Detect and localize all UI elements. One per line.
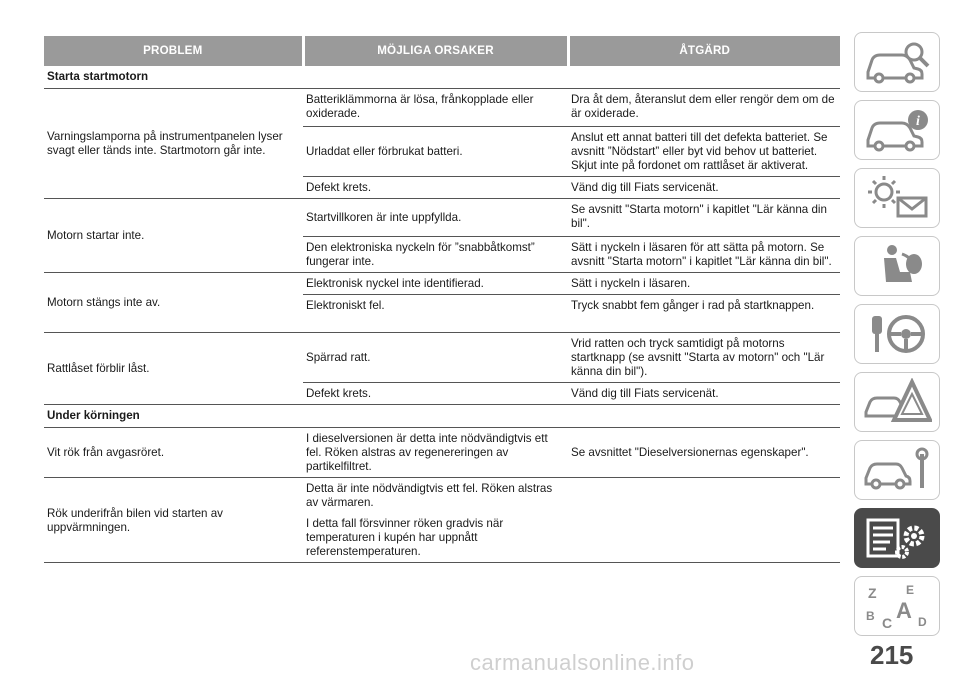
action-cell: Anslut ett annat batteri till det defekta batteriet. Se avsnitt ”Nödstart” eller byt vid behov ut batteriet. Skjut inte på fordonet om rattlåset är aktiverat. — [568, 127, 840, 177]
action-cell — [568, 513, 840, 563]
manual-page — [44, 36, 840, 563]
section-title: Under körningen — [44, 405, 840, 428]
problem-cell: Varningslamporna på instrumentpanelen lyser svagt eller tänds inte. Startmotorn går inte. — [44, 89, 303, 199]
table-row — [44, 89, 840, 127]
index-letter: C — [882, 615, 893, 630]
action-cell: Vrid ratten och tryck samtidigt på motorns startknapp (se avsnitt "Starta av motorn" och "Lär känna din bil"). — [568, 333, 840, 383]
index-letter: Z — [868, 585, 877, 601]
tab-airbag-seat[interactable] — [854, 236, 940, 296]
table-row — [44, 273, 840, 295]
car-info-icon — [862, 106, 932, 154]
table-row — [44, 199, 840, 237]
action-cell: Se avsnitt "Starta motorn" i kapitlet "Lär känna din bil". — [568, 199, 840, 237]
index-letter: A — [896, 598, 912, 623]
svg-text:i: i — [916, 114, 920, 129]
tab-alphabetical-index[interactable] — [854, 576, 940, 636]
section-row — [44, 66, 840, 89]
cause-cell: Spärrad ratt. — [303, 333, 568, 383]
cause-cell: Den elektroniska nyckeln för ”snabbåtkomst” fungerar inte. — [303, 237, 568, 273]
airbag-seat-icon — [862, 242, 932, 290]
tab-key-steering[interactable] — [854, 304, 940, 364]
key-steering-icon — [862, 310, 932, 358]
header-action: ÅTGÄRD — [568, 36, 840, 66]
action-cell: Sätt i nyckeln i läsaren för att sätta på motorn. Se avsnitt "Starta motorn" i kapitlet "Lär känna din bil". — [568, 237, 840, 273]
technical-data-gear-icon — [862, 514, 932, 562]
problem-cell: Motorn stängs inte av. — [44, 273, 303, 333]
section-title: Starta startmotorn — [44, 66, 840, 89]
tab-car-info[interactable] — [854, 100, 940, 160]
watermark: carmanualsonline.info — [470, 650, 695, 675]
cause-cell: Startvillkoren är inte uppfyllda. — [303, 199, 568, 237]
tab-technical-data[interactable] — [854, 508, 940, 568]
problem-cell: Rök underifrån bilen vid starten av uppvärmningen. — [44, 478, 303, 563]
cause-cell: Detta är inte nödvändigtvis ett fel. Röken alstras av värmaren. — [306, 482, 553, 509]
tab-car-search[interactable] — [854, 32, 940, 92]
table-row — [44, 428, 840, 478]
action-cell — [568, 478, 840, 514]
alphabetical-index-icon — [862, 582, 932, 630]
page-number: 215 — [870, 640, 914, 670]
cause-cell: Batteriklämmorna är lösa, frånkopplade eller oxiderade. — [303, 89, 568, 127]
header-causes: MÖJLIGA ORSAKER — [303, 36, 568, 66]
action-cell: Vänd dig till Fiats servicenät. — [568, 177, 840, 199]
action-cell: Se avsnittet "Dieselversionernas egenskaper". — [568, 428, 840, 478]
action-cell: Dra åt dem, återanslut dem eller rengör dem om de är oxiderade. — [568, 89, 840, 127]
warning-lights-icon — [862, 174, 932, 222]
car-search-icon — [862, 38, 932, 86]
troubleshooting-table — [44, 36, 840, 563]
index-letter: B — [866, 609, 875, 623]
action-cell: Tryck snabbt fem gånger i rad på startknappen. — [568, 295, 840, 333]
action-cell: Vänd dig till Fiats servicenät. — [568, 383, 840, 405]
cause-cell: Defekt krets. — [303, 177, 568, 199]
cause-cell: I dieselversionen är detta inte nödvändigtvis ett fel. Röken alstras av regenereringen av partikelfiltret. — [303, 428, 568, 478]
problem-cell: Motorn startar inte. — [44, 199, 303, 273]
tab-car-wrench[interactable] — [854, 440, 940, 500]
problem-cell: Rattlåset förblir låst. — [44, 333, 303, 405]
tab-breakdown[interactable] — [854, 372, 940, 432]
table-row — [44, 478, 840, 514]
action-cell: Sätt i nyckeln i läsaren. — [568, 273, 840, 295]
breakdown-triangle-icon — [862, 378, 932, 426]
chapter-tabs — [854, 32, 942, 644]
cause-cell: I detta fall försvinner röken gradvis när temperaturen i kupén har uppnått referenstemperaturen. — [303, 513, 568, 563]
cause-cell: Defekt krets. — [303, 383, 568, 405]
table-row — [44, 333, 840, 383]
table-header-row — [44, 36, 840, 66]
car-wrench-icon — [862, 446, 932, 494]
index-letter: D — [918, 615, 927, 629]
problem-cell: Vit rök från avgasröret. — [44, 428, 303, 478]
cause-cell: Urladdat eller förbrukat batteri. — [303, 127, 568, 177]
cause-cell: Elektronisk nyckel inte identifierad. — [303, 273, 568, 295]
section-row — [44, 405, 840, 428]
tab-warning-lights[interactable] — [854, 168, 940, 228]
header-problem: PROBLEM — [44, 36, 303, 66]
index-letter: E — [906, 583, 915, 597]
cause-cell: Elektroniskt fel. — [303, 295, 568, 333]
